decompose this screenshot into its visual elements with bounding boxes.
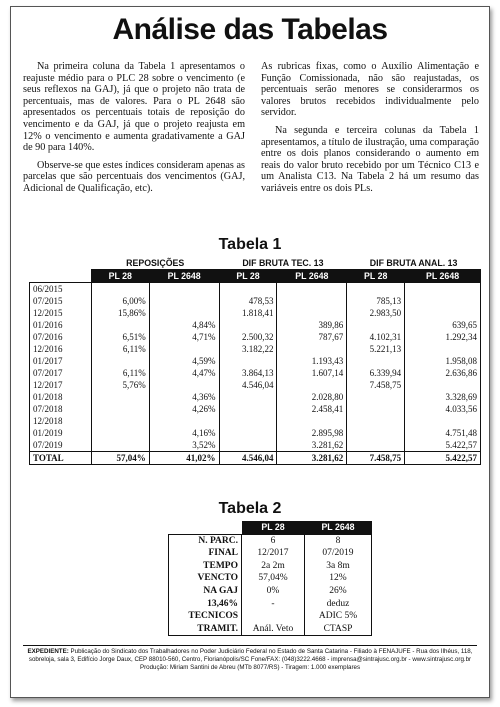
table-cell xyxy=(219,403,277,415)
table2-title: Tabela 2 xyxy=(218,500,282,517)
table-cell: 3,52% xyxy=(149,439,219,452)
table-row xyxy=(30,343,481,355)
total-cell: 5.422,57 xyxy=(405,452,481,465)
table-cell xyxy=(91,403,149,415)
table2-row-label: TECNICOS xyxy=(169,610,242,623)
table-cell: 6.339,94 xyxy=(347,367,405,379)
intro-paragraph: As rubricas fixas, como o Auxílio Alimentação e Função Comissionada, não são reajustadas, os percentuais serão menores se considerarmos os valores brutos recebidos individualmente pelo servidor. xyxy=(261,61,479,119)
table-cell: 4,36% xyxy=(149,391,219,403)
table1-subheader: PL 28 xyxy=(347,270,405,283)
footer-expediente xyxy=(23,645,477,672)
table-cell xyxy=(405,295,481,307)
table-cell: 4,26% xyxy=(149,403,219,415)
table-cell-date: 12/2017 xyxy=(30,379,92,391)
table2-cell-pl28: 0% xyxy=(242,585,305,598)
table-row xyxy=(169,547,372,560)
table-cell-date: 07/2017 xyxy=(30,367,92,379)
table-cell xyxy=(347,283,405,296)
page-title: Análise das Tabelas xyxy=(112,13,388,46)
table-row xyxy=(169,585,372,598)
table-cell xyxy=(347,355,405,367)
table-cell: 2.500,32 xyxy=(219,331,277,343)
table1-subheader: PL 28 xyxy=(91,270,149,283)
table-cell: 2.028,80 xyxy=(277,391,347,403)
table2-row-label: FINAL xyxy=(169,547,242,560)
table-cell-date: 01/2018 xyxy=(30,391,92,403)
table-cell xyxy=(347,427,405,439)
table-row xyxy=(30,427,481,439)
table-cell xyxy=(405,379,481,391)
table-cell: 2.636,86 xyxy=(405,367,481,379)
table2-row-label: NA GAJ xyxy=(169,585,242,598)
table-row xyxy=(169,610,372,623)
table-cell-date: 07/2019 xyxy=(30,439,92,452)
table2-row-label: VENCTO xyxy=(169,572,242,585)
table-cell: 4,71% xyxy=(149,331,219,343)
total-cell: 57,04% xyxy=(91,452,149,465)
table-cell xyxy=(347,403,405,415)
table-cell xyxy=(219,415,277,427)
table-cell: 3.182,22 xyxy=(219,343,277,355)
table2-cell-pl28: Anál. Veto xyxy=(242,623,305,636)
table-cell xyxy=(149,307,219,319)
table-cell-date: 07/2016 xyxy=(30,331,92,343)
table-cell xyxy=(405,283,481,296)
table-cell: 5.221,13 xyxy=(347,343,405,355)
table-cell: 5.422,57 xyxy=(405,439,481,452)
table2-header: PL 2648 xyxy=(305,521,372,534)
table2-cell-pl2648: 3a 8m xyxy=(305,560,372,573)
table2-row-label: 13,46% xyxy=(169,598,242,611)
table-row xyxy=(169,623,372,636)
table-row xyxy=(30,283,481,296)
table2-cell-pl2648: 8 xyxy=(305,534,372,547)
table-row xyxy=(30,331,481,343)
table2-cell-pl28: 6 xyxy=(242,534,305,547)
newsletter-page xyxy=(10,6,490,698)
table-cell: 6,11% xyxy=(91,343,149,355)
intro-paragraph: Na segunda e terceira colunas da Tabela 1 apresentamos, a título de ilustração, uma comparação entre os dois planos considerando o aumento em reais do valor bruto recebido por um Técnico C13 e um Analista C13. Na Tabela 2 há um resumo das variáveis entre os dois PLs. xyxy=(261,124,479,194)
table-cell: 3.281,62 xyxy=(277,439,347,452)
table-cell: 2.895,98 xyxy=(277,427,347,439)
table-cell: 4.102,31 xyxy=(347,331,405,343)
table-cell: 6,00% xyxy=(91,295,149,307)
table2-cell-pl28: 2a 2m xyxy=(242,560,305,573)
table-cell xyxy=(149,295,219,307)
table-cell xyxy=(219,427,277,439)
table-total-row xyxy=(30,452,481,465)
total-cell: 3.281,62 xyxy=(277,452,347,465)
table-cell: 1.818,41 xyxy=(219,307,277,319)
table-cell xyxy=(91,355,149,367)
table-cell xyxy=(277,379,347,391)
table-cell: 4.546,04 xyxy=(219,379,277,391)
table-cell: 6,51% xyxy=(91,331,149,343)
table2-cell-pl2648: 26% xyxy=(305,585,372,598)
table-cell-date: 12/2016 xyxy=(30,343,92,355)
table2-cell-pl2648: deduz xyxy=(305,598,372,611)
table-cell: 15,86% xyxy=(91,307,149,319)
table-row xyxy=(30,319,481,331)
table-cell xyxy=(91,427,149,439)
table-cell xyxy=(347,415,405,427)
intro-paragraph: Na primeira coluna da Tabela 1 apresentamos o reajuste médio para o PLC 28 sobre o vencimento (e seus reflexos na GAJ), já que o projeto não trata de percentuais, mas de valores. Para o PL 2648 são apresentados os percentuais totais de reposição do vencimento e da GAJ, já que o projeto reajusta em 12% o vencimento e aumenta gradativamente a GAJ de 90 para 140%. xyxy=(23,61,245,154)
table1-group-header: DIF BRUTA ANAL. 13 xyxy=(347,257,481,270)
table-row xyxy=(169,534,372,547)
table-row xyxy=(30,295,481,307)
table-cell xyxy=(219,439,277,452)
table-cell xyxy=(277,307,347,319)
table-row xyxy=(30,355,481,367)
table2-row-label: TRAMIT. xyxy=(169,623,242,636)
table2-cell-pl2648: 07/2019 xyxy=(305,547,372,560)
table2 xyxy=(168,521,372,636)
table2-cell-pl2648: CTASP xyxy=(305,623,372,636)
table1-subheader: PL 2648 xyxy=(405,270,481,283)
table-cell xyxy=(219,391,277,403)
footer-label: EXPEDIENTE: xyxy=(27,648,69,655)
total-cell: 4.546,04 xyxy=(219,452,277,465)
table-row xyxy=(30,403,481,415)
table-row xyxy=(169,560,372,573)
table-cell: 4,84% xyxy=(149,319,219,331)
table-cell xyxy=(149,343,219,355)
table-cell xyxy=(277,295,347,307)
table-cell-date: 12/2015 xyxy=(30,307,92,319)
total-label: TOTAL xyxy=(30,452,92,465)
table-cell xyxy=(91,415,149,427)
table-cell xyxy=(277,415,347,427)
table2-cell-pl28 xyxy=(242,610,305,623)
table-row xyxy=(30,391,481,403)
table1-subheader: PL 2648 xyxy=(149,270,219,283)
table-cell: 4,47% xyxy=(149,367,219,379)
table-cell xyxy=(347,439,405,452)
table2-cell-pl28: - xyxy=(242,598,305,611)
intro-column-right xyxy=(261,61,479,201)
table-cell: 5,76% xyxy=(91,379,149,391)
table-cell xyxy=(219,355,277,367)
table-cell xyxy=(91,283,149,296)
table-cell xyxy=(91,439,149,452)
table1-group-header: DIF BRUTA TEC. 13 xyxy=(219,257,347,270)
table-cell: 2.983,50 xyxy=(347,307,405,319)
table2-cell-pl28: 12/2017 xyxy=(242,547,305,560)
total-cell: 7.458,75 xyxy=(347,452,405,465)
table-cell-date: 06/2015 xyxy=(30,283,92,296)
table1-group-header: REPOSIÇÕES xyxy=(91,257,219,270)
table-cell: 4,16% xyxy=(149,427,219,439)
table-cell xyxy=(149,379,219,391)
table1-subheader: PL 28 xyxy=(219,270,277,283)
table-cell xyxy=(405,415,481,427)
table2-header: PL 28 xyxy=(242,521,305,534)
table-cell xyxy=(347,319,405,331)
table-cell: 787,67 xyxy=(277,331,347,343)
footer-text: Publicação do Sindicato dos Trabalhadores no Poder Judiciário Federal no Estado de Santa Catarina - Filiado à FENAJUFE - Rua dos Ilhéus, 118, sobreloja, sala 3, Edifício Jorge Daux, CEP 88010-560, Centro, Florianópolis/SC Fone/FAX: (048)3222.4668 - imprensa@sintrajusc.org.br - www.sintrajusc.org.br Produção: Miriam Santini de Abreu (MTb 8077/RS) - Tiragem: 1.000 exemplares xyxy=(28,648,473,671)
table-row xyxy=(30,367,481,379)
table-cell xyxy=(277,343,347,355)
table-cell xyxy=(149,415,219,427)
table-cell: 7.458,75 xyxy=(347,379,405,391)
table-cell: 1.958,08 xyxy=(405,355,481,367)
table-cell-date: 07/2015 xyxy=(30,295,92,307)
table-cell: 6,11% xyxy=(91,367,149,379)
table2-cell-pl2648: 12% xyxy=(305,572,372,585)
table-cell: 1.607,14 xyxy=(277,367,347,379)
table-row xyxy=(169,598,372,611)
table-cell: 4.033,56 xyxy=(405,403,481,415)
table-cell: 4,59% xyxy=(149,355,219,367)
table1 xyxy=(29,257,481,465)
table-cell-date: 12/2018 xyxy=(30,415,92,427)
table-cell xyxy=(91,391,149,403)
table-cell: 785,13 xyxy=(347,295,405,307)
table1-subheader: PL 2648 xyxy=(277,270,347,283)
table-row xyxy=(30,439,481,452)
table-cell: 1.292,34 xyxy=(405,331,481,343)
table-row xyxy=(30,379,481,391)
intro-paragraph: Observe-se que estes índices consideram apenas as parcelas que são percentuais dos vencimentos (GAJ, Adicional de Qualificação, etc). xyxy=(23,159,245,194)
table-cell-date: 01/2019 xyxy=(30,427,92,439)
table-cell xyxy=(277,283,347,296)
table-cell-date: 01/2016 xyxy=(30,319,92,331)
table-cell xyxy=(405,307,481,319)
table-cell: 1.193,43 xyxy=(277,355,347,367)
intro-column-left xyxy=(23,61,245,201)
table-cell xyxy=(149,283,219,296)
table-cell xyxy=(219,319,277,331)
table-cell xyxy=(91,319,149,331)
table-cell: 389,86 xyxy=(277,319,347,331)
total-cell: 41,02% xyxy=(149,452,219,465)
table-row xyxy=(169,572,372,585)
table-cell: 4.751,48 xyxy=(405,427,481,439)
table2-cell-pl2648: ADIC 5% xyxy=(305,610,372,623)
table2-row-label: TEMPO xyxy=(169,560,242,573)
table2-cell-pl28: 57,04% xyxy=(242,572,305,585)
table-cell xyxy=(347,391,405,403)
table-cell-date: 01/2017 xyxy=(30,355,92,367)
table-cell xyxy=(405,343,481,355)
table-row xyxy=(30,415,481,427)
table-cell: 2.458,41 xyxy=(277,403,347,415)
table-cell-date: 07/2018 xyxy=(30,403,92,415)
table2-row-label: N. PARC. xyxy=(169,534,242,547)
table-cell: 478,53 xyxy=(219,295,277,307)
table-cell: 639,65 xyxy=(405,319,481,331)
table-cell: 3.328,69 xyxy=(405,391,481,403)
table1-title: Tabela 1 xyxy=(218,236,282,253)
table-cell xyxy=(219,283,277,296)
table-cell: 3.864,13 xyxy=(219,367,277,379)
table-row xyxy=(30,307,481,319)
